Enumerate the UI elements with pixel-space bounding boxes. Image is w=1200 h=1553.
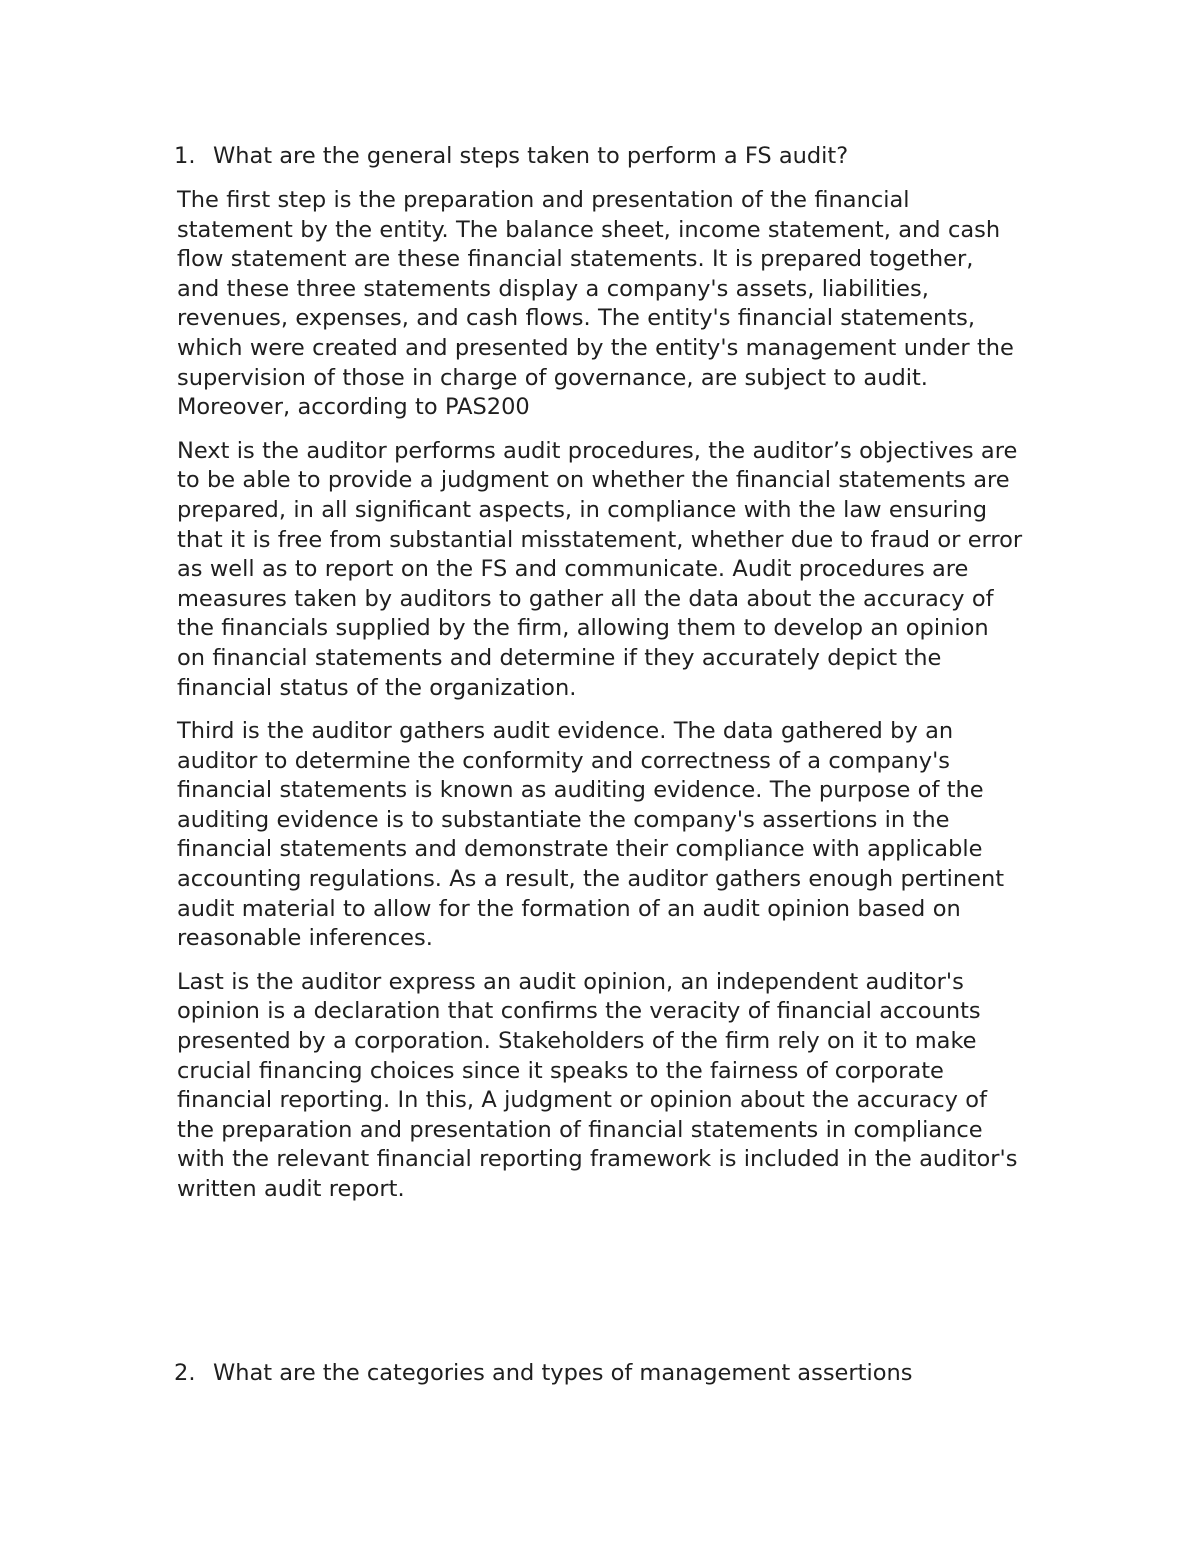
blank-space [177,1219,1077,1358]
question-number: 2. [174,1359,196,1386]
question-1 [174,141,1077,171]
question-2 [174,1358,1077,1388]
answer-paragraph-evidence: Third is the auditor gathers audit evidence. The data gathered by an auditor to determine the conformity and correctness of a company's financial statements is known as auditing evidence. The purpose of the auditing evidence is to substantiate the company's assertions in the financial statements and demonstrate their compliance with applicable accounting regulations. As a result, the auditor gathers enough pertinent audit material to allow for the formation of an audit opinion based on reasonable inferences. [177,718,1005,952]
answer-paragraph-opinion: Last is the auditor express an audit opinion, an independent auditor's opinion is a declaration that confirms the veracity of financial accounts presented by a corporation. Stakeholders of the firm rely on it to make crucial financing choices since it speaks to the fairness of corporate financial reporting. In this, A judgment or opinion about the accuracy of the preparation and presentation of financial statements in compliance with the relevant financial reporting framework is included in the auditor's written audit report. [177,968,1018,1202]
document-body [174,141,1077,1403]
question-number: 1. [174,143,196,169]
answer-paragraph-preparation: The first step is the preparation and presentation of the financial statement by the entity. The balance sheet, income statement, and cash flow statement are these financial statements. It is prepared together, and these three statements display a company's assets, liabilities, revenues, expenses, and cash flows. The entity's financial statements, which were created and presented by the entity's management under the supervision of those in charge of governance, are subject to audit. Moreover, according to PAS200 [177,187,1014,421]
question-text: What are the categories and types of management assertions [213,1359,913,1386]
answer-paragraph-procedures: Next is the auditor performs audit procedures, the auditor’s objectives are to be able to provide a judgment on whether the financial statements are prepared, in all significant aspects, in compliance with the law ensuring that it is free from substantial misstatement, whether due to fraud or error as well as to report on the FS and communicate. Audit procedures are measures taken by auditors to gather all the data about the accuracy of the financials supplied by the firm, allowing them to develop an opinion on financial statements and determine if they accurately depict the financial status of the organization. [177,437,1023,701]
question-text: What are the general steps taken to perform a FS audit? [213,143,849,169]
